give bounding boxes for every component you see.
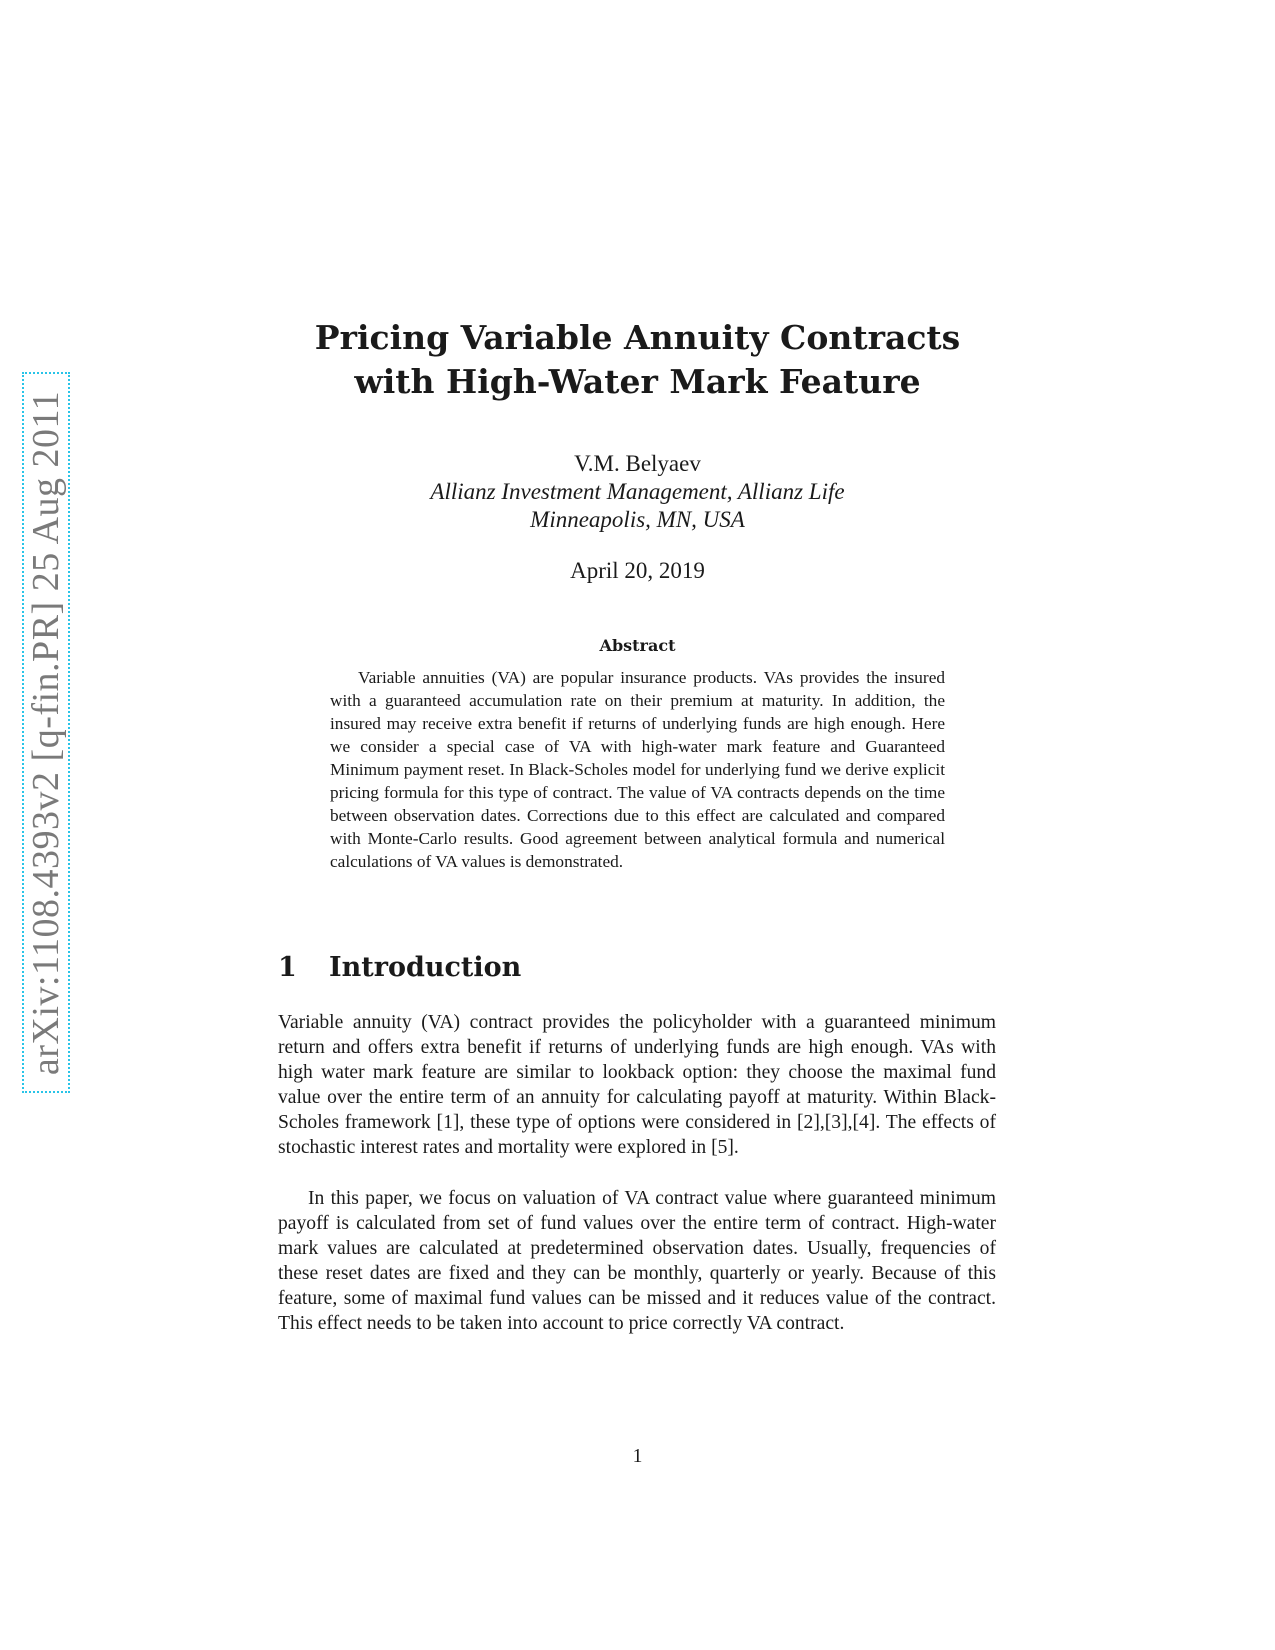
body-paragraph: Variable annuity (VA) contract provides the policyholder with a guaranteed minimum return and offers extra benefit if returns of underlying funds are high enough. VAs with high water mark feature are similar to lookback option: they choose the maximal fund value over the entire term of an annuity for calculating payoff at maturity. Within Black-Scholes framework [1], these type of options were considered in [2],[3],[4]. The effects of stochastic interest rates and mortality were explored in [5]. (278, 1012, 996, 1158)
paper-title-line-2: with High-Water Mark Feature (354, 362, 921, 401)
publication-date: April 20, 2019 (570, 558, 705, 583)
paper-title-line-1: Pricing Variable Annuity Contracts (314, 318, 961, 357)
abstract-text: Variable annuities (VA) are popular insurance products. VAs provides the insured with a guaranteed accumulation rate on their premium at maturity. In addition, the insured may receive extra benefit if returns of underlying funds are high enough. Here we consider a special case of VA with high-water mark feature and Guaranteed Minimum payment reset. In Black-Scholes model for underlying fund we derive explicit pricing formula for this type of contract. The value of VA contracts depends on the time between observation dates. Corrections due to this effect are calculated and compared with Monte-Carlo results. Good agreement between analytical formula and numerical calculations of VA values is demonstrated. (330, 668, 945, 871)
body-paragraph: In this paper, we focus on valuation of VA contract value where guaranteed minimum payoff is calculated from set of fund values over the entire term of contract. High-water mark values are calculated at predetermined observation dates. Usually, frequencies of these reset dates are fixed and they can be monthly, quarterly or yearly. Because of this feature, some of maximal fund values can be missed and it reduces value of the contract. This effect needs to be taken into account to price correctly VA contract. (278, 1188, 996, 1334)
author-affiliation (0, 478, 1275, 534)
section-title: Introduction (329, 952, 522, 983)
abstract-heading: Abstract (599, 636, 676, 655)
paper-title (0, 316, 1275, 404)
affiliation-line-1: Allianz Investment Management, Allianz Life (430, 479, 845, 504)
affiliation-line-2: Minneapolis, MN, USA (530, 507, 745, 532)
page-number: 1 (632, 1446, 643, 1467)
section-heading (278, 950, 521, 986)
section-number: 1 (278, 952, 297, 983)
arxiv-identifier: arXiv:1108.4393v2 [q-fin.PR] 25 Aug 2011 (25, 390, 68, 1075)
author-name: V.M. Belyaev (574, 451, 701, 476)
